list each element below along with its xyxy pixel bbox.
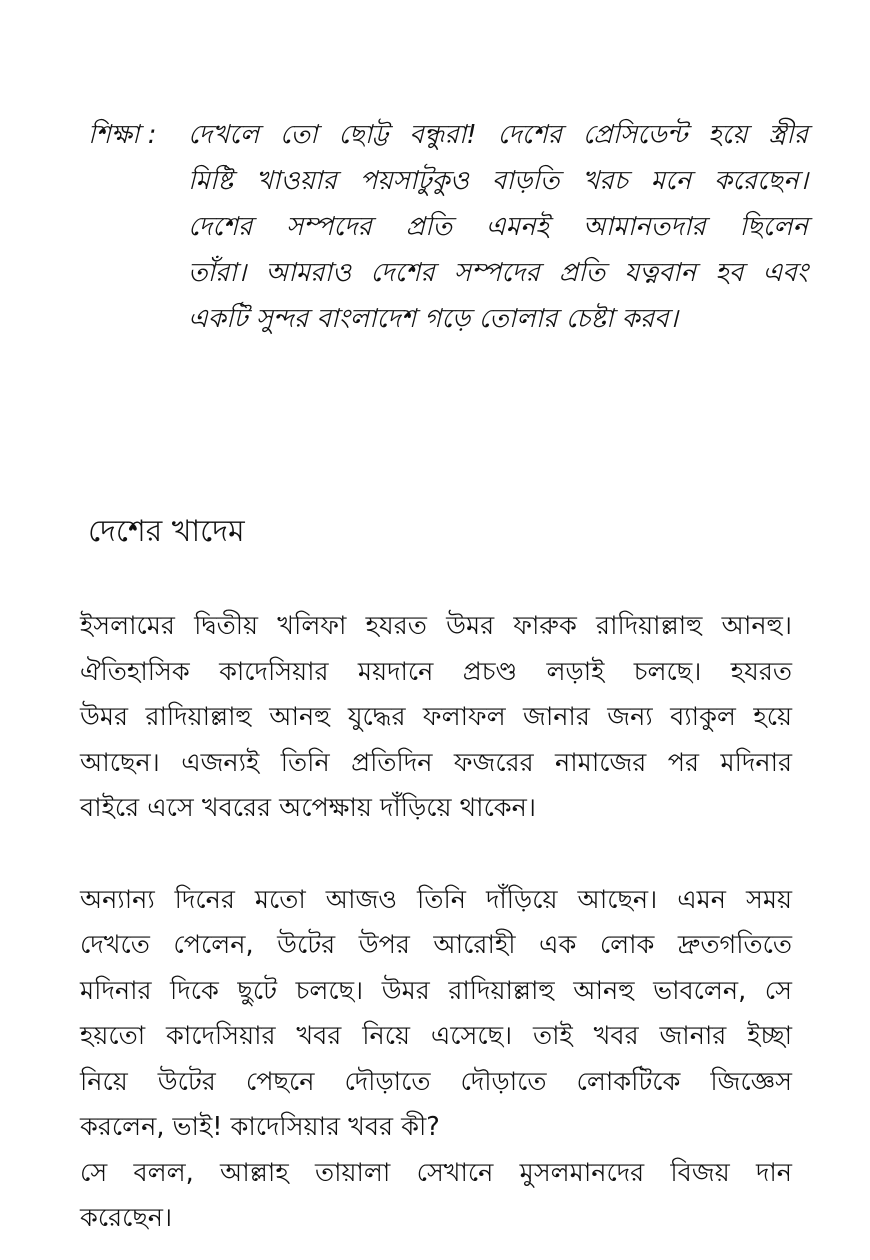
story-line: বাইরে এসে খবরের অপেক্ষায় দাঁড়িয়ে থাকেন। xyxy=(80,793,536,823)
story-paragraph-1 xyxy=(80,604,792,832)
lesson-text xyxy=(188,112,808,342)
story-line: ঐতিহাসিক কাদেসিয়ার ময়দানে প্রচণ্ড লড়াই চলছে। হযরত xyxy=(80,656,792,687)
story-line: হয়তো কাদেসিয়ার খবর নিয়ে এসেছে। তাই খবর জানার ইচ্ছা xyxy=(80,1021,792,1051)
lesson-line: দেখলে তো ছোট্ট বন্ধুরা! দেশের প্রেসিডেন্ট হয়ে স্ত্রীর xyxy=(188,120,808,150)
lesson-line: দেশের সম্পদের প্রতি এমনই আমানতদার ছিলেন xyxy=(188,212,808,242)
story-line: নিয়ে উটের পেছনে দৌড়াতে দৌড়াতে লোকটিকে জিজ্ঞেস xyxy=(80,1066,792,1097)
story-line: ইসলামের দ্বিতীয় খলিফা হযরত উমর ফারুক রাদিয়াল্লাহু আনহু। xyxy=(80,611,792,641)
lesson-line: তাঁরা। আমরাও দেশের সম্পদের প্রতি যত্নবান হব এবং xyxy=(188,258,808,288)
story-line: করলেন, ভাই! কাদেসিয়ার খবর কী? xyxy=(80,1112,440,1142)
story-line: আছেন। এজন্যই তিনি প্রতিদিন ফজরের নামাজের পর মদিনার xyxy=(80,747,792,778)
story-line: অন্যান্য দিনের মতো আজও তিনি দাঁড়িয়ে আছেন। এমন সময় xyxy=(80,884,792,915)
story-line: করেছেন। xyxy=(80,1203,173,1233)
story-line: সে বলল, আল্লাহ তায়ালা সেখানে মুসলমানদের বিজয় দান xyxy=(80,1157,792,1188)
lesson-label: শিক্ষা : xyxy=(88,120,157,150)
lesson-line: একটি সুন্দর বাংলাদেশ গড়ে তোলার চেষ্টা করব। xyxy=(188,304,678,334)
story-body xyxy=(80,604,792,1242)
story-line: উমর রাদিয়াল্লাহু আনহু যুদ্ধের ফলাফল জানার জন্য ব্যাকুল হয়ে xyxy=(80,702,792,732)
lesson-line: মিষ্টি খাওয়ার পয়সাটুকুও বাড়তি খরচ মনে করেছেন। xyxy=(188,166,808,196)
story-line: মদিনার দিকে ছুটে চলছে। উমর রাদিয়াল্লাহু আনহু ভাবলেন, সে xyxy=(80,975,792,1006)
story-line: দেখতে পেলেন, উটের উপর আরোহী এক লোক দ্রুতগতিতে xyxy=(80,930,792,960)
story-paragraph-3 xyxy=(80,1151,792,1242)
section-title: দেশের খাদেম xyxy=(88,514,245,549)
story-paragraph-2 xyxy=(80,878,792,1151)
